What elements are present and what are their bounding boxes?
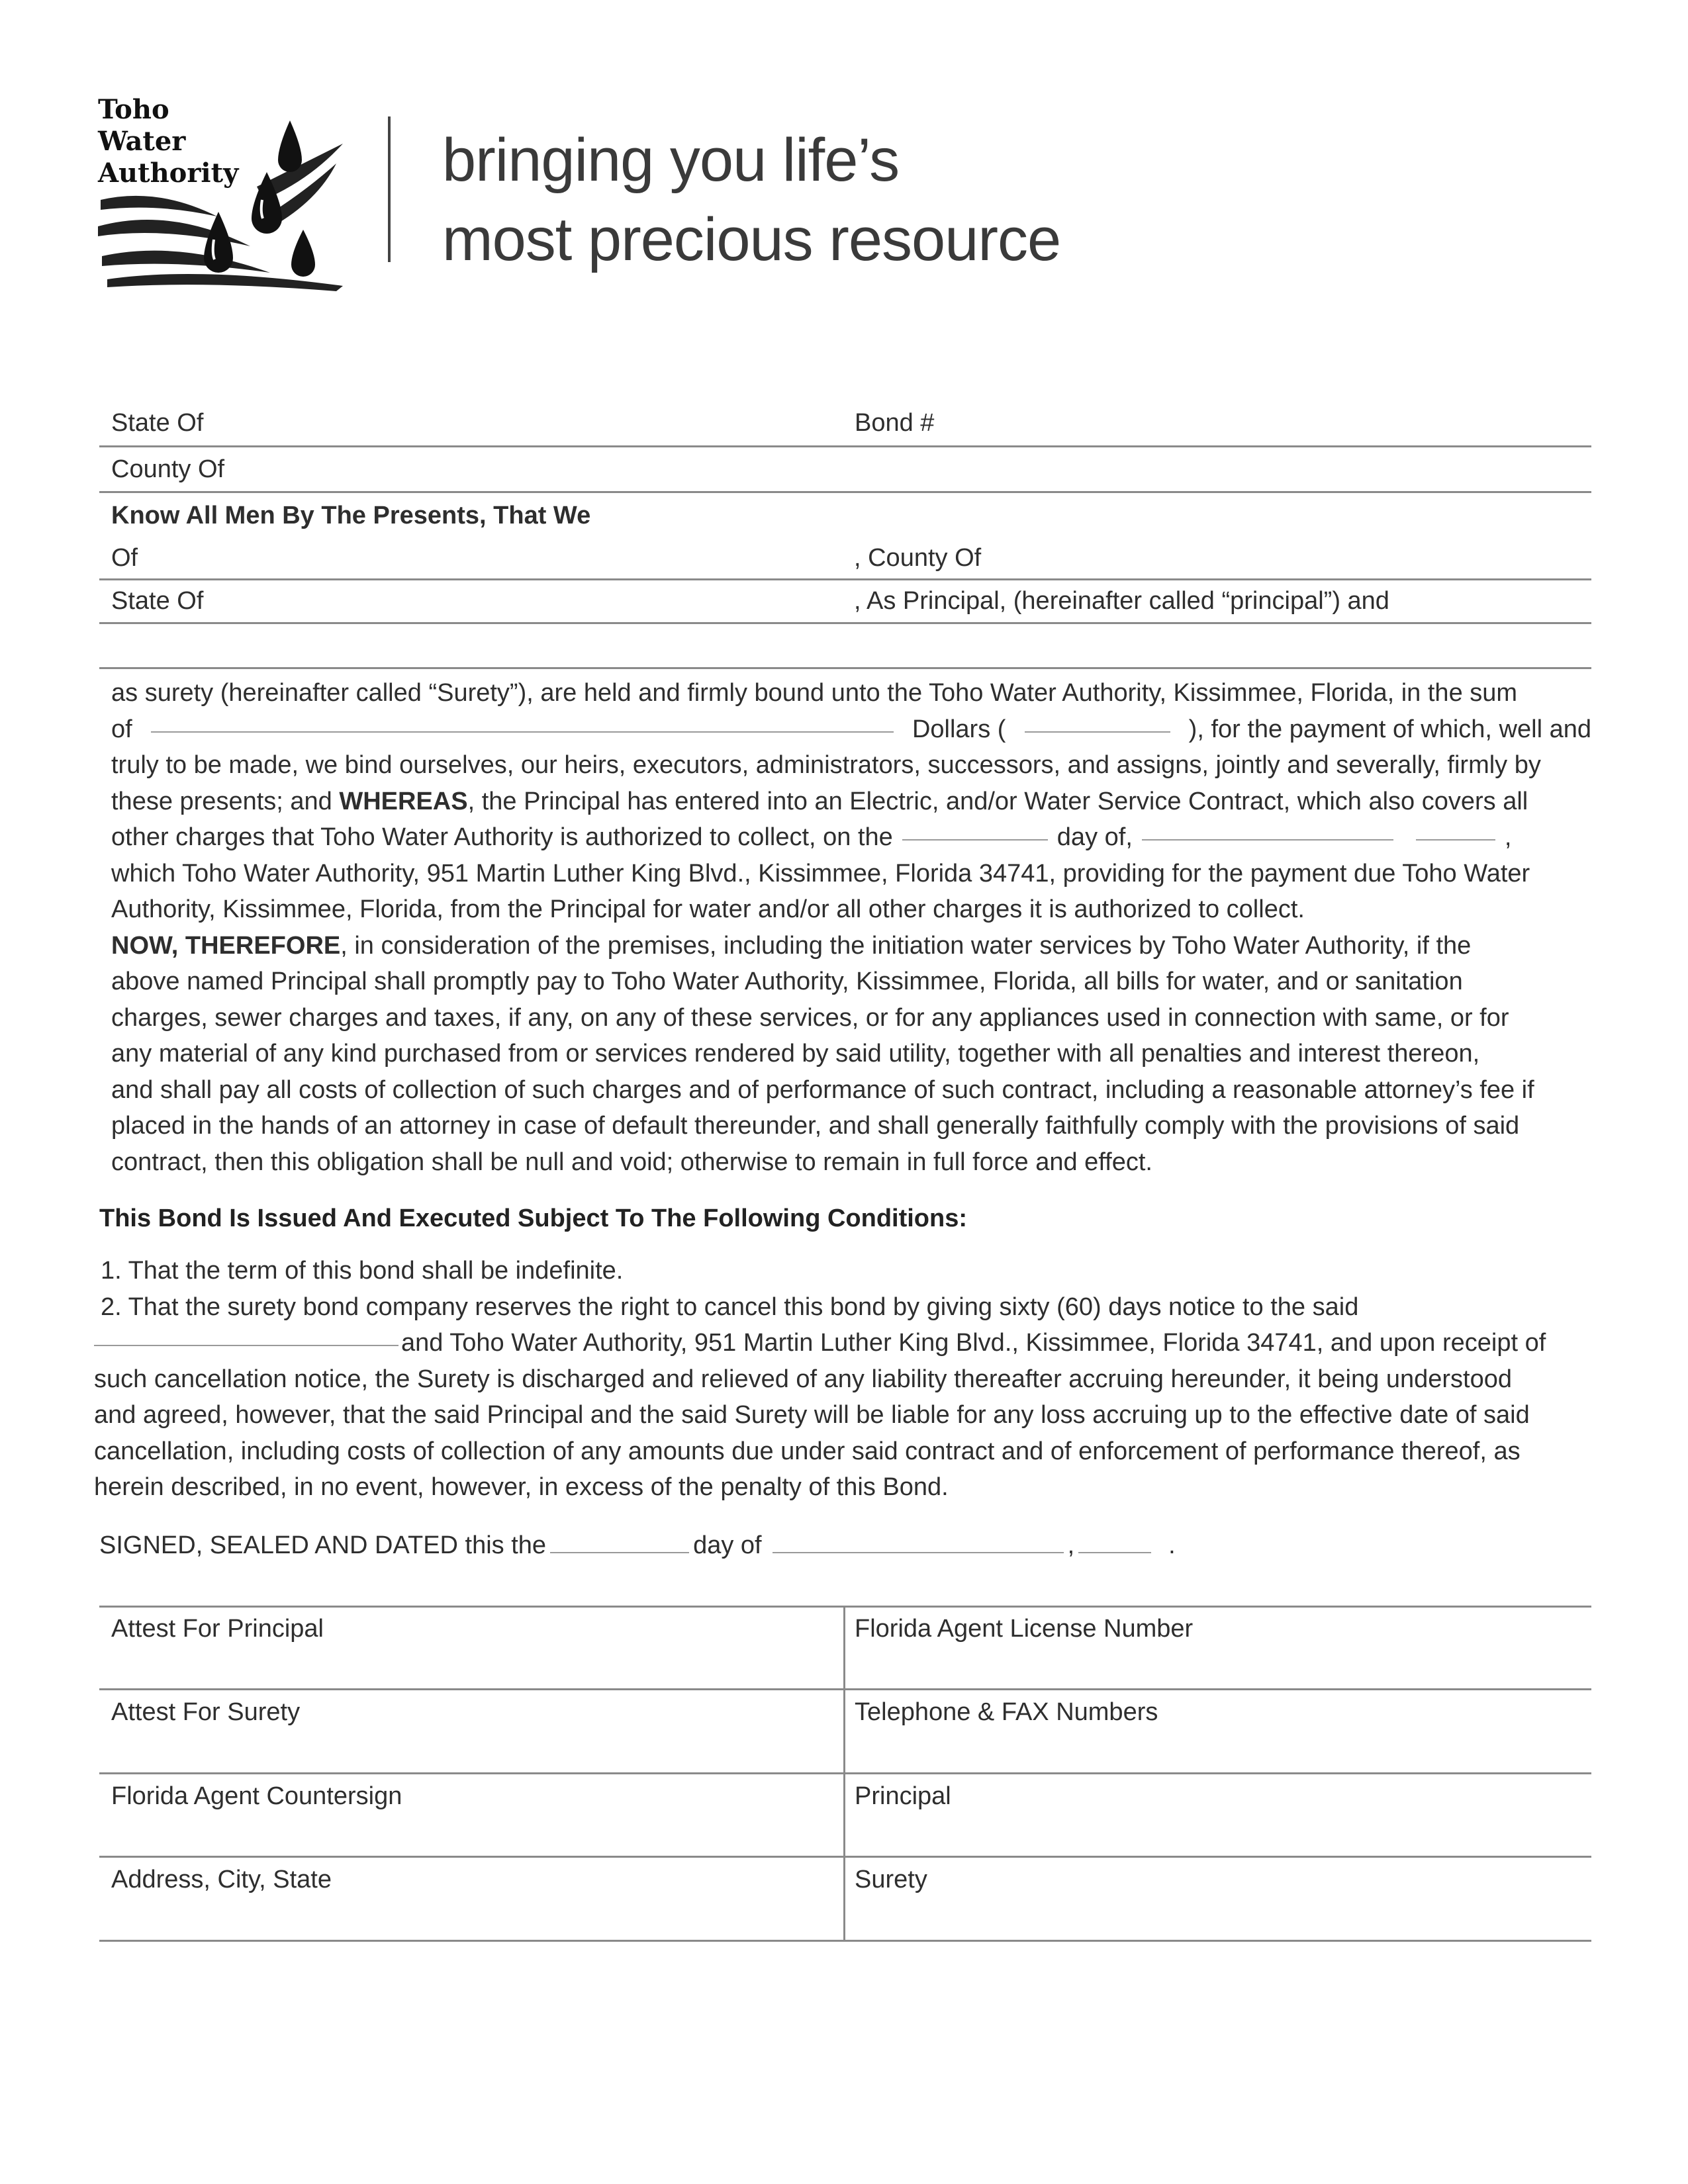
tagline	[442, 120, 1060, 279]
body-line-14	[111, 1144, 1591, 1181]
body-text: Authority, Kissimmee, Florida, from the Principal for water and/or all other charges it is authorized to collect.	[111, 895, 1305, 923]
principal-field[interactable]: Principal	[855, 1782, 951, 1810]
whereas-text: WHEREAS	[339, 787, 468, 815]
bond-number-label: Bond #	[855, 409, 935, 437]
body-text: Dollars (	[912, 715, 1006, 743]
condition-2-line-4: and agreed, however, that the said Principal and the said Surety will be liable for any loss accruing up to the effective date of said	[94, 1401, 1530, 1429]
water-drops-icon	[98, 94, 350, 293]
signed-text: SIGNED, SEALED AND DATED this the	[99, 1531, 547, 1559]
header-divider	[388, 116, 391, 262]
county-line[interactable]	[99, 491, 1591, 493]
body-text: any material of any kind purchased from or services rendered by said utility, together with all penalties and interest thereon,	[111, 1040, 1480, 1068]
surety-name-line[interactable]	[99, 667, 1591, 669]
signed-text: day of	[693, 1531, 762, 1559]
state-of-label: State Of	[111, 409, 204, 437]
table-divider	[843, 1606, 845, 1942]
table-line	[99, 1606, 1591, 1608]
body-text: and Toho Water Authority, 951 Martin Luther King Blvd., Kissimmee, Florida 34741, and upon receipt of	[401, 1329, 1546, 1357]
body-text: ,	[1504, 823, 1512, 851]
body-line-11	[111, 1036, 1591, 1072]
as-principal-label: , As Principal, (hereinafter called “principal”) and	[854, 587, 1389, 615]
body-line-7	[111, 891, 1591, 928]
signed-text: ,	[1067, 1531, 1075, 1559]
state-principal-line[interactable]	[99, 622, 1591, 624]
contract-day-blank[interactable]	[902, 819, 1048, 841]
sum-words-blank[interactable]	[151, 711, 894, 733]
body-text: these presents; and	[111, 787, 340, 815]
condition-1: 1. That the term of this bond shall be indefinite.	[101, 1257, 624, 1285]
signed-year-blank[interactable]	[1078, 1532, 1151, 1553]
condition-2-line-6: herein described, in no event, however, in excess of the penalty of this Bond.	[94, 1473, 949, 1501]
body-text: , in consideration of the premises, including the initiation water services by Toho Water Authority, if the	[340, 931, 1472, 960]
condition-2-line-3: such cancellation notice, the Surety is discharged and relieved of any liability thereafter accruing hereunder, it being understood	[94, 1365, 1512, 1393]
notice-party-blank[interactable]	[94, 1325, 399, 1346]
body-text: truly to be made, we bind ourselves, our heirs, executors, administrators, successors, and assigns, jointly and severally, firmly by	[111, 751, 1541, 779]
body-line-12	[111, 1072, 1591, 1109]
body-line-2	[111, 711, 1591, 748]
body-line-1	[111, 675, 1591, 711]
signed-sealed-line	[99, 1531, 1176, 1560]
body-text: , the Principal has entered into an Electric, and/or Water Service Contract, which also covers all	[467, 787, 1528, 815]
agent-license-field[interactable]: Florida Agent License Number	[855, 1615, 1194, 1643]
county-of-label-2: , County Of	[854, 544, 982, 572]
state-of-label-2: State Of	[111, 587, 204, 615]
body-text: as surety (hereinafter called “Surety”), are held and firmly bound unto the Toho Water Authority, Kissimmee, Florida, in the sum	[111, 679, 1518, 707]
contract-month-blank[interactable]	[1142, 819, 1393, 841]
body-text: ), for the payment of which, well and	[1188, 715, 1591, 743]
table-line	[99, 1772, 1591, 1774]
logo-line-1: Toho	[98, 94, 169, 125]
table-line	[99, 1856, 1591, 1858]
logo-line-2: Water	[98, 126, 186, 157]
county-of-label: County Of	[111, 455, 225, 483]
state-bond-line[interactable]	[99, 445, 1591, 447]
body-text: above named Principal shall promptly pay to Toho Water Authority, Kissimmee, Florida, all bills for water, and or sanitation	[111, 968, 1463, 995]
signed-day-blank[interactable]	[550, 1532, 689, 1553]
body-text: day of,	[1056, 823, 1133, 851]
tagline-line-2: most precious resource	[442, 206, 1061, 273]
signature-table	[99, 1606, 1591, 1942]
body-text: of	[111, 715, 132, 743]
body-text: other charges that Toho Water Authority is authorized to collect, on the	[111, 823, 893, 851]
signed-text: .	[1168, 1531, 1176, 1559]
conditions-heading: This Bond Is Issued And Executed Subject To The Following Conditions:	[99, 1205, 968, 1232]
signed-month-blank[interactable]	[773, 1532, 1064, 1553]
address-field[interactable]: Address, City, State	[111, 1866, 332, 1893]
contract-year-blank[interactable]	[1416, 819, 1495, 841]
body-line-5	[111, 819, 1591, 856]
table-line	[99, 1688, 1591, 1690]
sum-amount-blank[interactable]	[1025, 711, 1170, 733]
body-line-8	[111, 928, 1591, 964]
body-text: contract, then this obligation shall be null and void; otherwise to remain in full force and effect.	[111, 1148, 1152, 1176]
body-line-3	[111, 747, 1591, 784]
condition-2-line-5: cancellation, including costs of collection of any amounts due under said contract and of enforcement of performance thereof, as	[94, 1437, 1521, 1465]
body-line-4	[111, 784, 1591, 820]
body-line-10	[111, 1000, 1591, 1036]
conditions-list	[94, 1253, 1591, 1506]
body-text: and shall pay all costs of collection of such charges and of performance of such contract, including a reasonable attorney’s fee if	[111, 1075, 1534, 1104]
now-therefore-text: NOW, THEREFORE	[111, 931, 341, 960]
surety-field[interactable]: Surety	[855, 1866, 927, 1893]
body-line-13	[111, 1108, 1591, 1144]
tagline-line-1: bringing you life’s	[442, 126, 900, 194]
agent-countersign-field[interactable]: Florida Agent Countersign	[111, 1782, 402, 1810]
body-line-6	[111, 856, 1591, 892]
condition-2-line-1: 2. That the surety bond company reserves the right to cancel this bond by giving sixty (60) days notice to the said	[101, 1293, 1359, 1321]
body-text: charges, sewer charges and taxes, if any, on any of these services, or for any appliances used in connection with same, or for	[111, 1003, 1509, 1032]
attest-surety-field[interactable]: Attest For Surety	[111, 1698, 301, 1726]
toho-logo	[98, 94, 350, 293]
of-label: Of	[111, 544, 138, 572]
logo-line-3: Authority	[98, 158, 239, 189]
body-text: placed in the hands of an attorney in case of default thereunder, and shall generally faithfully comply with the provisions of said	[111, 1112, 1520, 1140]
of-county-line[interactable]	[99, 578, 1591, 580]
table-line	[99, 1940, 1591, 1942]
attest-principal-field[interactable]: Attest For Principal	[111, 1615, 324, 1643]
condition-2-line-2	[94, 1325, 1591, 1361]
body-line-9	[111, 964, 1591, 1000]
bond-body	[111, 675, 1591, 1180]
know-all-men-heading: Know All Men By The Presents, That We	[111, 502, 591, 529]
body-text: which Toho Water Authority, 951 Martin Luther King Blvd., Kissimmee, Florida 34741, providing for the payment due Toho Water	[111, 859, 1530, 887]
phone-fax-field[interactable]: Telephone & FAX Numbers	[855, 1698, 1158, 1726]
